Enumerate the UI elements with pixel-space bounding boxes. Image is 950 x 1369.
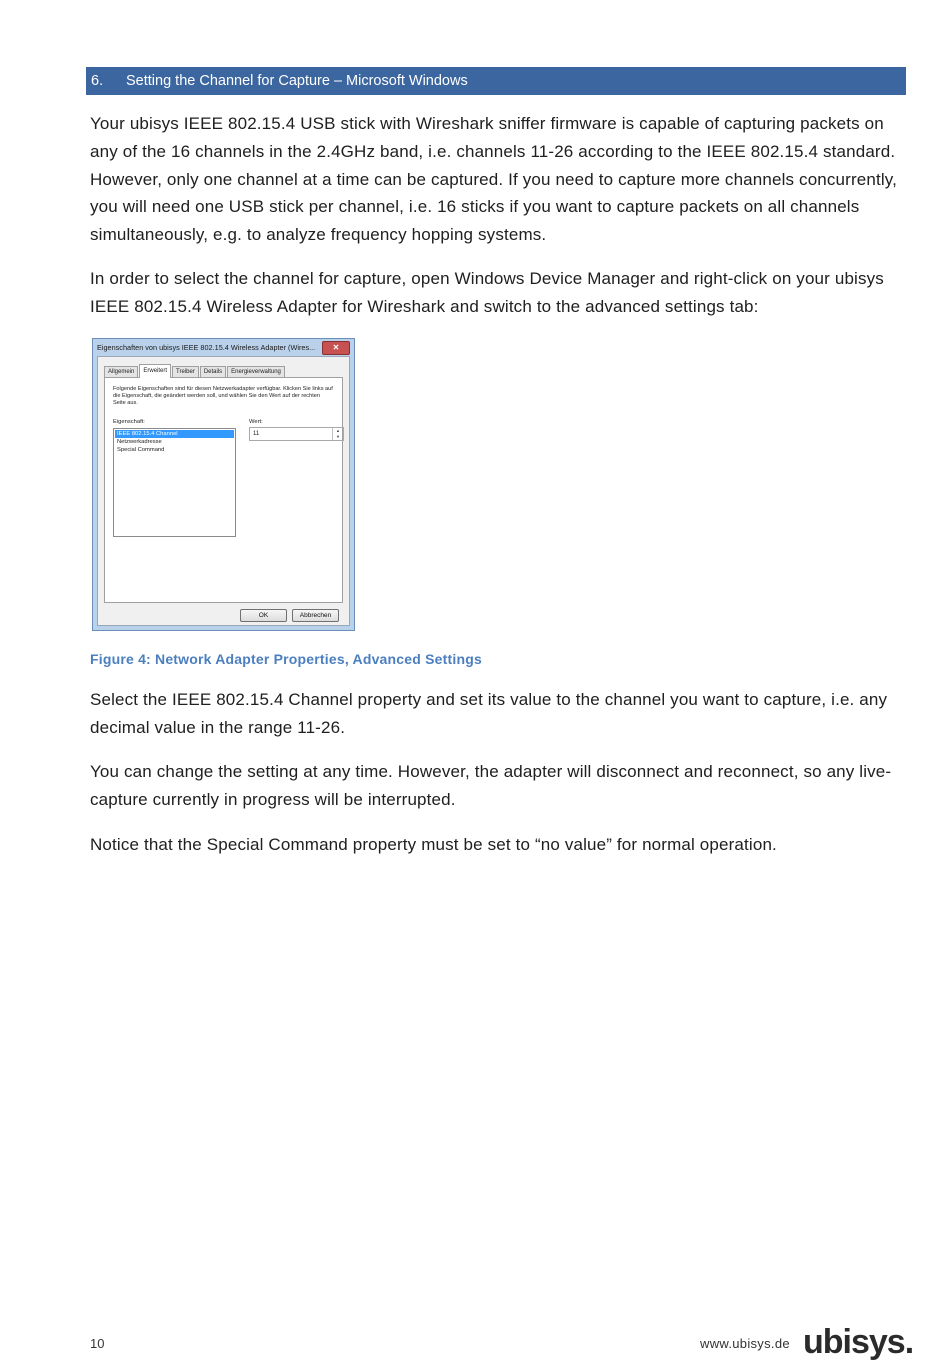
tab-treiber: Treiber: [172, 366, 199, 378]
property-label: Eigenschaft:: [113, 419, 145, 425]
paragraph-special-command: Notice that the Special Command property must be set to “no value” for normal operation.: [90, 835, 777, 854]
svg-text:ubisys.: ubisys.: [803, 1323, 914, 1361]
property-listbox: [113, 428, 236, 537]
paragraph-change-setting: You can change the setting at any time. However, the adapter will disconnect and reconnect, so any live-capture currently in progress will be interrupted.: [90, 762, 892, 809]
tab-erweitert: Erweitert: [139, 364, 171, 378]
tab-allgemein: Allgemein: [104, 366, 138, 378]
advanced-settings-panel: [104, 377, 343, 603]
paragraph-intro: Your ubisys IEEE 802.15.4 USB stick with Wireshark sniffer firmware is capable of capturing packets on any of the 16 channels in the 2.4GHz band, i.e. channels 11-26 according to the IEEE 802.15.4 standard. However, only one channel at a time can be captured. If you need to capture more channels concurrently, you will need one USB stick per channel, i.e. 16 sticks if you want to capture packets on all channels simultaneously, e.g. to analyze frequency hopping systems.: [90, 114, 898, 245]
list-item: IEEE 802.15.4 Channel: [115, 430, 234, 438]
section-number: 6.: [91, 73, 104, 89]
dialog-tabs: [104, 364, 286, 376]
paragraph-select-channel: Select the IEEE 802.15.4 Channel property and set its value to the channel you want to capture, i.e. any decimal value in the range 11-26.: [90, 690, 888, 737]
list-item: Netzwerkadresse: [117, 439, 162, 445]
spin-up-icon: ▲: [336, 428, 340, 433]
tab-details: Details: [200, 366, 226, 378]
panel-description: Folgende Eigenschaften sind für diesen Netzwerkadapter verfügbar. Klicken Sie links auf die Eigenschaft, die geändert werden soll, und wählen Sie den Wert auf der rechten Seite aus.: [113, 386, 333, 406]
spin-down-icon: ▼: [336, 434, 340, 439]
value-spinbox: [249, 427, 344, 441]
cancel-button: Abbrechen: [292, 609, 339, 622]
value-label: Wert:: [249, 419, 263, 425]
tab-energieverwaltung: Energieverwaltung: [227, 366, 285, 378]
paragraph-instructions: In order to select the channel for capture, open Windows Device Manager and right-click on your ubisys IEEE 802.15.4 Wireless Adapter for Wireshark and switch to the advanced settings tab:: [90, 269, 884, 316]
ubisys-logo: [803, 1320, 914, 1362]
spin-buttons: [332, 428, 343, 440]
list-item: Special Command: [117, 447, 165, 453]
ok-button: OK: [240, 609, 287, 622]
value-text: 11: [253, 431, 260, 437]
dialog-body: [97, 356, 350, 626]
section-title: Setting the Channel for Capture – Microsoft Windows: [126, 73, 468, 89]
close-icon: ✕: [322, 341, 350, 355]
dialog-title: Eigenschaften von ubisys IEEE 802.15.4 Wireless Adapter (Wires...: [97, 343, 316, 352]
figure-caption: Figure 4: Network Adapter Properties, Advanced Settings: [90, 651, 482, 667]
adapter-properties-dialog-screenshot: [92, 338, 355, 631]
page-number: 10: [90, 1336, 105, 1351]
footer-url: www.ubisys.de: [700, 1336, 790, 1351]
section-heading: [86, 67, 906, 95]
